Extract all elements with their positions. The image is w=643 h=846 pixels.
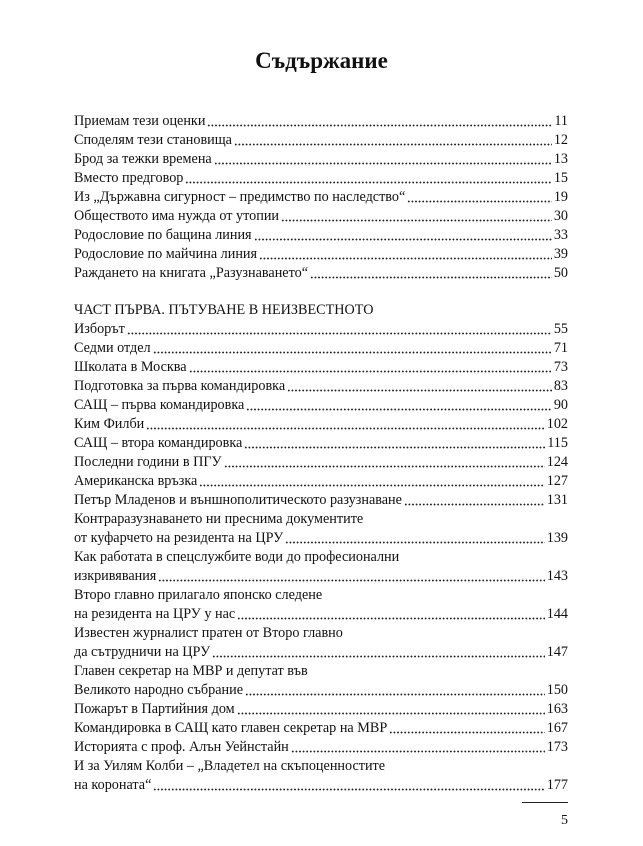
toc-entry-title-line: Известен журналист пратен от Второ главно: [74, 625, 343, 641]
toc-entry-row: [74, 131, 568, 150]
toc-entry-title: Родословие по бащина линия: [74, 227, 252, 243]
toc-entry: [74, 358, 568, 377]
dot-leader: [127, 332, 552, 335]
toc-entry: [74, 150, 568, 169]
toc-entry-title: Вместо предговор: [74, 170, 184, 186]
toc-entry: [74, 624, 568, 662]
toc-entry-page-number: 90: [553, 397, 568, 413]
dot-leader: [224, 465, 545, 468]
toc-entry-title: Приемам тези оценки: [74, 113, 206, 129]
toc-entry-page-number: 139: [546, 530, 568, 546]
toc-entry-title: Из „Държавна сигурност – предимство по наследство“: [74, 189, 406, 205]
toc-entry-page-number: 50: [553, 265, 568, 281]
toc-entry-title-line: Контраразузнаването ни преснима документите: [74, 511, 364, 527]
dot-leader: [237, 712, 545, 715]
toc-entry-row: [74, 112, 568, 131]
toc-entry-row: [74, 207, 568, 226]
toc-entry-row: [74, 264, 568, 283]
toc-entry-row: [74, 738, 568, 757]
toc-entry-title: Споделям тези становища: [74, 132, 232, 148]
toc-entry: [74, 339, 568, 358]
toc-entry-page-number: 55: [553, 321, 568, 337]
toc-intro-section: [74, 112, 568, 283]
toc-entry: [74, 719, 568, 738]
footer-rule: [522, 802, 568, 803]
toc-entry-page-number: 124: [546, 454, 568, 470]
toc-entry-title: Подготовка за първа командировка: [74, 378, 286, 394]
dot-leader: [185, 181, 551, 184]
toc-entry-row: [74, 567, 568, 586]
toc-entry-title: Ким Филби: [74, 416, 145, 432]
toc-entry-row: [74, 453, 568, 472]
toc-part-one-section: [74, 301, 568, 795]
toc-entry-row: [74, 434, 568, 453]
dot-leader: [153, 788, 544, 791]
toc-entry-row: [74, 529, 568, 548]
toc-entry-page-number: 15: [553, 170, 568, 186]
dot-leader: [207, 124, 552, 127]
toc-entry-title-line: Главен секретар на МВР и депутат във: [74, 663, 308, 679]
toc-entry: [74, 169, 568, 188]
toc-entry-title: Седми отдел: [74, 340, 151, 356]
toc-entry-row: [74, 472, 568, 491]
toc-entry: [74, 548, 568, 586]
toc-entry: [74, 207, 568, 226]
toc-entry: [74, 245, 568, 264]
dot-leader: [158, 579, 544, 582]
dot-leader: [287, 389, 552, 392]
toc-entry-page-number: 177: [546, 777, 568, 793]
toc-entry: [74, 377, 568, 396]
toc-entry-row: [74, 358, 568, 377]
dot-leader: [404, 503, 545, 506]
toc-entry-title: Обществото има нужда от утопии: [74, 208, 280, 224]
toc-entry-title: Командировка в САЩ като главен секретар на МВР: [74, 720, 388, 736]
toc-entry: [74, 700, 568, 719]
toc-entry: [74, 264, 568, 283]
toc-entry-page-number: 115: [547, 435, 568, 451]
toc-entry-title: Родословие по майчина линия: [74, 246, 258, 262]
toc-entry: [74, 131, 568, 150]
toc-entry: [74, 434, 568, 453]
toc-entry-page-number: 13: [553, 151, 568, 167]
dot-leader: [281, 219, 552, 222]
dot-leader: [310, 276, 552, 279]
toc-entry-row: [74, 339, 568, 358]
toc-entry-title: Брод за тежки времена: [74, 151, 212, 167]
toc-entry-row: [74, 776, 568, 795]
toc-entry: [74, 738, 568, 757]
part-one-heading: ЧАСТ ПЪРВА. ПЪТУВАНЕ В НЕИЗВЕСТНОТО: [74, 302, 374, 318]
dot-leader: [244, 446, 545, 449]
toc-entry-title: от куфарчето на резидента на ЦРУ: [74, 530, 284, 546]
toc-entry-page-number: 83: [553, 378, 568, 394]
toc-entry: [74, 226, 568, 245]
dot-leader: [234, 143, 552, 146]
toc-entry-page-number: 73: [553, 359, 568, 375]
dot-leader: [237, 617, 545, 620]
toc-entry-title: САЩ – първа командировка: [74, 397, 245, 413]
dot-leader: [245, 693, 545, 696]
toc-entry-title: изкривявания: [74, 568, 157, 584]
toc-entry-row: [74, 245, 568, 264]
toc-entry: [74, 472, 568, 491]
toc-entry: [74, 396, 568, 415]
table-of-contents: [74, 112, 568, 795]
toc-entry-page-number: 173: [546, 739, 568, 755]
toc-entry-row: [74, 643, 568, 662]
toc-entry: [74, 320, 568, 339]
toc-entry-title: Петър Младенов и външнополитическото разузнаване: [74, 492, 402, 508]
dot-leader: [214, 162, 552, 165]
toc-entry-page-number: 150: [546, 682, 568, 698]
toc-entry-page-number: 131: [546, 492, 568, 508]
toc-entry-page-number: 19: [553, 189, 568, 205]
dot-leader: [212, 655, 545, 658]
dot-leader: [189, 370, 552, 373]
toc-entry: [74, 586, 568, 624]
toc-entry: [74, 757, 568, 795]
dot-leader: [199, 484, 544, 487]
dot-leader: [291, 750, 545, 753]
toc-entry-page-number: 144: [546, 606, 568, 622]
toc-entry-page-number: 147: [546, 644, 568, 660]
toc-entry-title: Изборът: [74, 321, 125, 337]
dot-leader: [259, 257, 552, 260]
toc-entry: [74, 662, 568, 700]
page-number: 5: [561, 813, 568, 828]
toc-entry-title: Последни години в ПГУ: [74, 454, 222, 470]
toc-entry-page-number: 11: [554, 113, 568, 129]
toc-entry-page-number: 127: [546, 473, 568, 489]
toc-entry-title: Американска връзка: [74, 473, 198, 489]
toc-entry-row: [74, 396, 568, 415]
toc-entry-page-number: 102: [546, 416, 568, 432]
toc-entry-title: Раждането на книгата „Разузнаването“: [74, 265, 309, 281]
toc-entry: [74, 112, 568, 131]
toc-entry-page-number: 167: [546, 720, 568, 736]
toc-entry-page-number: 39: [553, 246, 568, 262]
toc-entry: [74, 491, 568, 510]
toc-entry-row: [74, 415, 568, 434]
toc-entry-title: Школата в Москва: [74, 359, 187, 375]
toc-entry-row: [74, 169, 568, 188]
dot-leader: [153, 351, 552, 354]
toc-entry-title: на короната“: [74, 777, 152, 793]
dot-leader: [246, 408, 551, 411]
dot-leader: [389, 731, 544, 734]
toc-entry-page-number: 12: [553, 132, 568, 148]
dot-leader: [407, 200, 552, 203]
toc-entry-row: [74, 605, 568, 624]
toc-entry-page-number: 163: [546, 701, 568, 717]
dot-leader: [285, 541, 545, 544]
dot-leader: [254, 238, 552, 241]
toc-entry-title: Историята с проф. Алън Уейнстайн: [74, 739, 289, 755]
toc-entry-title: на резидента на ЦРУ у нас: [74, 606, 236, 622]
page-title: Съдържание: [255, 48, 388, 73]
toc-entry-row: [74, 377, 568, 396]
toc-entry-title-line: Как работата в спецслужбите води до професионални: [74, 549, 400, 565]
toc-entry-page-number: 143: [546, 568, 568, 584]
dot-leader: [146, 427, 544, 430]
toc-entry-row: [74, 320, 568, 339]
toc-entry-page-number: 33: [553, 227, 568, 243]
toc-entry-row: [74, 681, 568, 700]
toc-entry-row: [74, 491, 568, 510]
toc-entry-page-number: 30: [553, 208, 568, 224]
toc-entry-row: [74, 719, 568, 738]
toc-entry: [74, 510, 568, 548]
toc-entry-row: [74, 188, 568, 207]
toc-entry-page-number: 71: [553, 340, 568, 356]
toc-entry: [74, 415, 568, 434]
toc-entry-row: [74, 226, 568, 245]
toc-entry-row: [74, 700, 568, 719]
toc-entry-title: Великото народно събрание: [74, 682, 244, 698]
toc-entry-title-line: И за Уилям Колби – „Владетел на скъпоценностите: [74, 758, 386, 774]
toc-entry-title: Пожарът в Партийния дом: [74, 701, 235, 717]
toc-entry-row: [74, 150, 568, 169]
toc-entry-title: САЩ – втора командировка: [74, 435, 243, 451]
toc-entry-title: да сътрудничи на ЦРУ: [74, 644, 211, 660]
toc-entry: [74, 453, 568, 472]
toc-entry-title-line: Второ главно прилагало японско следене: [74, 587, 323, 603]
toc-entry: [74, 188, 568, 207]
